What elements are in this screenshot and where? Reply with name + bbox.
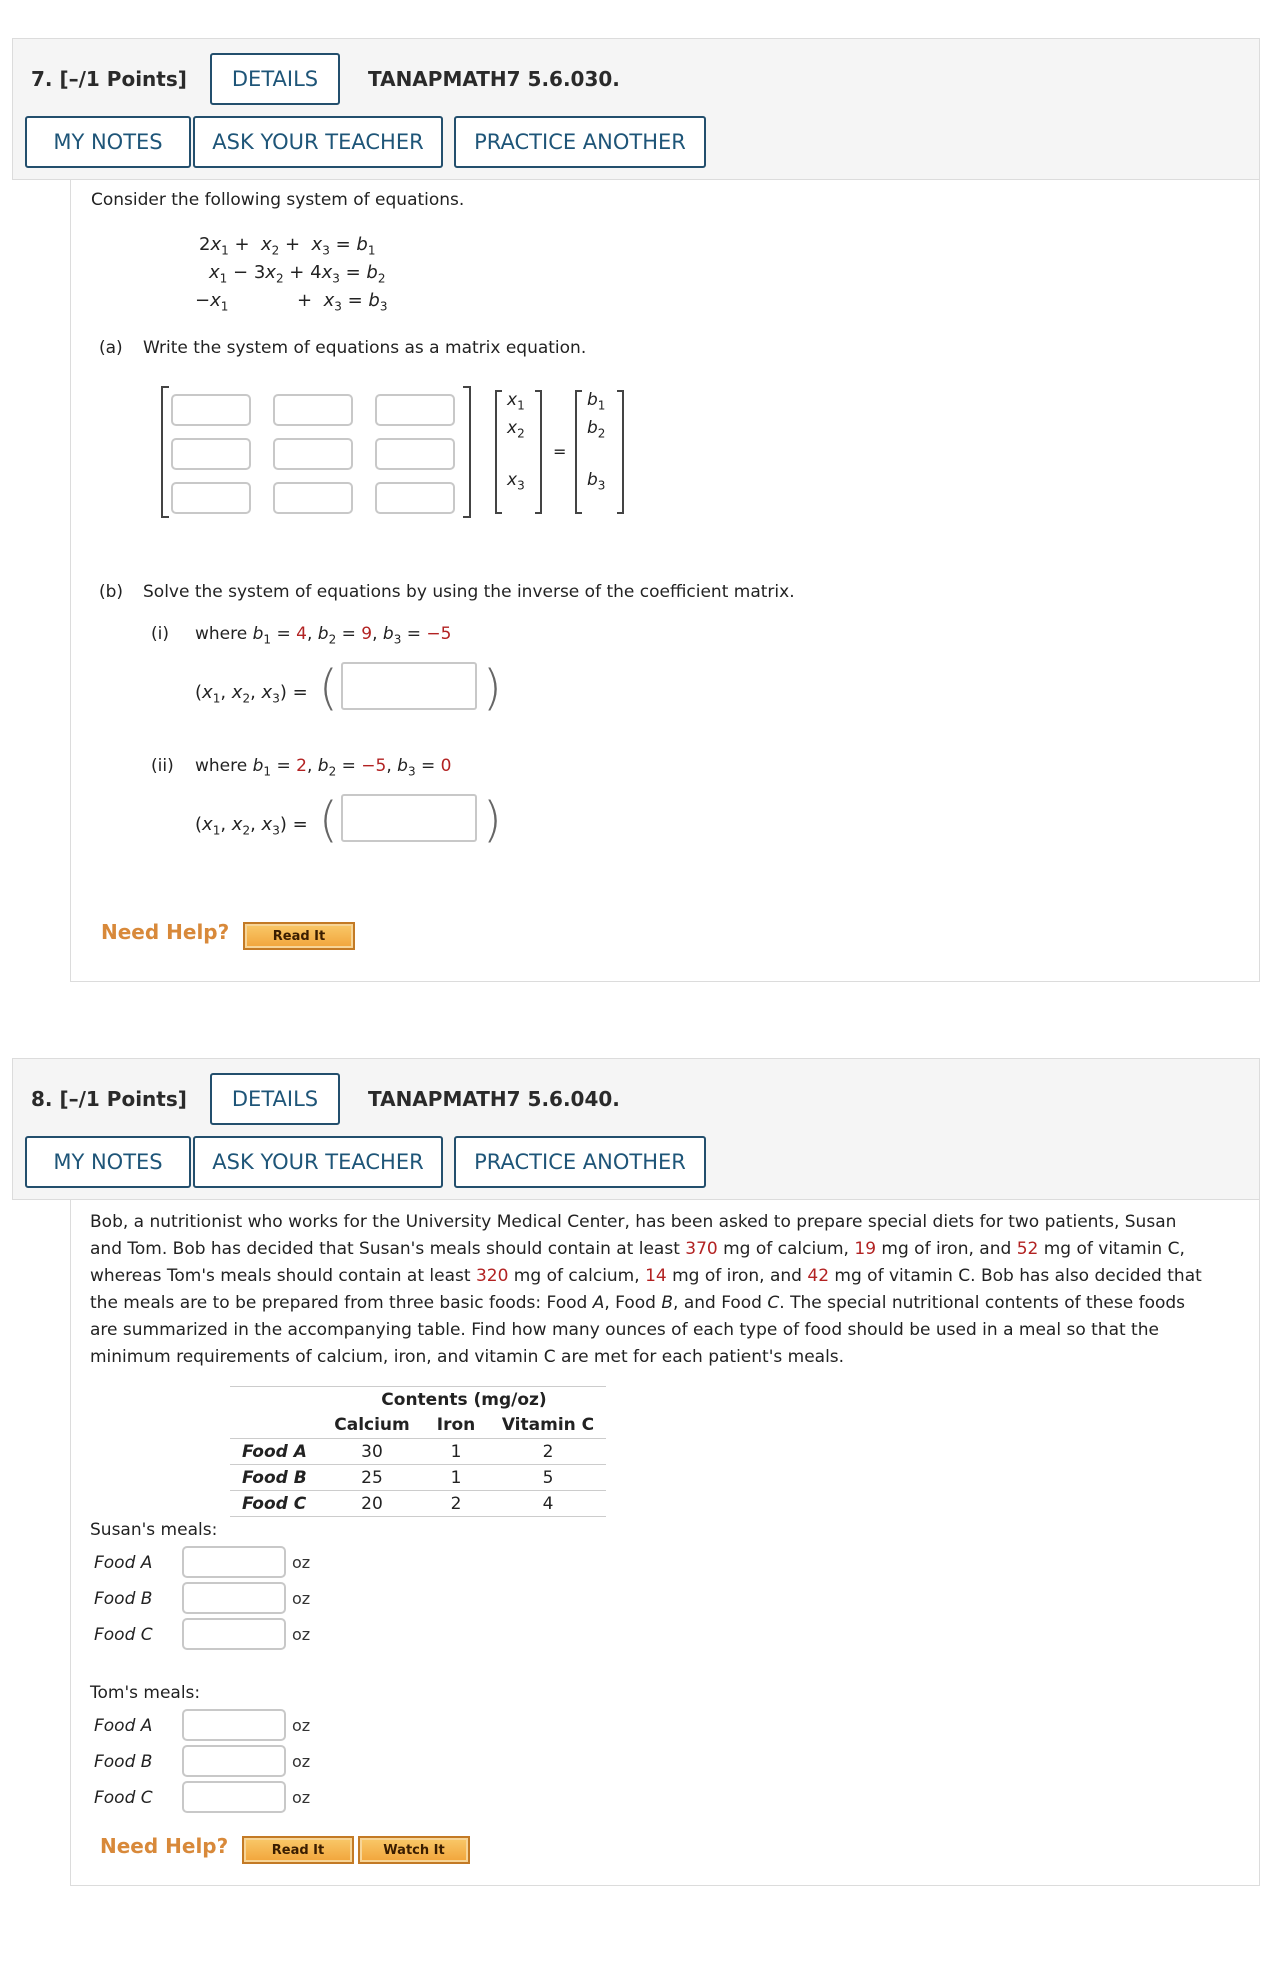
sub-i-close-paren: ) (483, 660, 502, 716)
tom-food-c-label: Food C (94, 1788, 153, 1808)
q7-intro: Consider the following system of equations. (91, 190, 465, 210)
susan-food-a-input[interactable] (182, 1546, 286, 1578)
sub-i-condition: where $b_1 = 4$, $b_2 = 9$, $b_3 = -5$ (195, 624, 452, 647)
susan-food-c-label: Food C (94, 1625, 153, 1645)
cell-a-vitc: 2 (490, 1439, 606, 1465)
sub-i-tuple-label: ($x_1$, $x_2$, $x_3$) = (195, 682, 308, 706)
cell-b-calcium: 25 (322, 1465, 422, 1491)
q8-details-button[interactable]: DETAILS (210, 1073, 340, 1125)
p-d2: , Food (604, 1293, 662, 1313)
sub-ii-b1-value: 2 (296, 756, 307, 776)
equation-1: $2x_1 + x_2 + x_3 = b_1$ (199, 234, 376, 258)
col-header-vitamin-c: Vitamin C (501, 1415, 595, 1436)
sub-ii-b3-value: 0 (440, 756, 452, 776)
part-b-text: Solve the system of equations by using the inverse of the coefficient matrix. (143, 582, 795, 602)
q7-my-notes-button[interactable]: MY NOTES (25, 116, 191, 168)
sub-ii-open-paren: ( (319, 792, 338, 848)
part-a-text: Write the system of equations as a matrix equation. (143, 338, 587, 358)
matrix-a11-input[interactable] (171, 394, 251, 426)
susan-food-c-unit: oz (292, 1625, 311, 1644)
susan-vitc-value: 52 (1016, 1239, 1039, 1259)
tom-vitc-value: 42 (807, 1266, 830, 1286)
sub-ii-answer-input[interactable] (341, 794, 477, 842)
tom-food-a-label: Food A (94, 1716, 153, 1736)
p-c3: mg of iron, and (666, 1266, 808, 1286)
nutrition-table (230, 1386, 606, 1517)
x1-entry: $x_1$ (507, 390, 525, 413)
p-c1: whereas Tom's meals should contain at least (90, 1266, 476, 1286)
cell-b-iron: 1 (422, 1465, 490, 1491)
q7-body (70, 180, 1260, 982)
susan-calcium-value: 370 (685, 1239, 718, 1259)
q8-header (12, 1058, 1260, 1200)
p-d4: . The special nutritional contents of these foods (779, 1293, 1186, 1313)
tom-food-a-input[interactable] (182, 1709, 286, 1741)
sub-ii-close-paren: ) (483, 792, 502, 848)
b1-entry: $b_1$ (587, 390, 606, 413)
tom-food-b-input[interactable] (182, 1745, 286, 1777)
p-b4: mg of vitamin C, (1038, 1239, 1185, 1259)
susan-food-a-unit: oz (292, 1553, 311, 1572)
q8-paragraph-line-6: minimum requirements of calcium, iron, and vitamin C are met for each patient's meals. (90, 1347, 845, 1367)
susan-iron-value: 19 (854, 1239, 877, 1259)
q7-practice-another-button[interactable]: PRACTICE ANOTHER (454, 116, 706, 168)
b-vector-right-bracket (617, 390, 624, 514)
q7-ask-teacher-button[interactable]: ASK YOUR TEACHER (193, 116, 443, 168)
sub-i-label: (i) (151, 624, 169, 644)
b-vector-left-bracket (575, 390, 582, 514)
q8-read-it-button[interactable]: Read It (242, 1836, 354, 1864)
q7-details-button[interactable]: DETAILS (210, 53, 340, 105)
x-vector-left-bracket (495, 390, 502, 514)
part-a-label: (a) (99, 338, 123, 358)
q8-paragraph-line-2 (90, 1239, 1185, 1259)
equation-3: $-x_1$ + $x_3 = b_3$ (195, 290, 388, 314)
table-row (230, 1439, 606, 1465)
row-label-food-b: Food B (230, 1465, 322, 1491)
matrix-right-bracket (463, 386, 471, 518)
table-corner-2 (230, 1413, 322, 1439)
cell-b-vitc: 5 (490, 1465, 606, 1491)
x-vector-right-bracket (535, 390, 542, 514)
q8-paragraph-line-4: the meals are to be prepared from three basic foods: Food A, Food B, and Food C. The special nutritional contents of these foods (90, 1293, 1186, 1313)
matrix-a23-input[interactable] (375, 438, 455, 470)
tom-calcium-value: 320 (475, 1266, 509, 1286)
equation-2: $x_1 - 3x_2 + 4x_3 = b_2$ (209, 262, 386, 286)
q8-watch-it-button[interactable]: Watch It (358, 1836, 470, 1864)
q7-title: 7. [–/1 Points] (31, 67, 187, 91)
x3-entry: $x_3$ (507, 470, 525, 493)
sub-i-b1-value: 4 (296, 624, 307, 644)
p-c4: mg of vitamin C. Bob has also decided that (829, 1266, 1202, 1286)
sub-i-b2-value: 9 (361, 624, 373, 644)
q8-paragraph-line-5: are summarized in the accompanying table. Find how many ounces of each type of food should be used in a meal so that the (90, 1320, 1159, 1340)
b3-entry: $b_3$ (587, 470, 606, 493)
col-header-calcium: Calcium (334, 1415, 410, 1436)
sub-i-b3-value: −5 (426, 624, 452, 644)
matrix-a33-input[interactable] (375, 482, 455, 514)
matrix-left-bracket (161, 386, 169, 518)
q8-code: TANAPMATH7 5.6.040. (368, 1087, 620, 1111)
table-group-header: Contents (mg/oz) (322, 1387, 606, 1413)
cell-c-iron: 2 (422, 1491, 490, 1517)
cell-c-calcium: 20 (322, 1491, 422, 1517)
tom-meals-label: Tom's meals: (90, 1683, 201, 1703)
q8-paragraph-line-3 (90, 1266, 1202, 1286)
sub-i-answer-input[interactable] (341, 662, 477, 710)
row-label-food-c: Food C (230, 1491, 322, 1517)
matrix-a12-input[interactable] (273, 394, 353, 426)
table-corner (230, 1387, 322, 1413)
col-header-iron: Iron (436, 1415, 476, 1436)
x2-entry: $x_2$ (507, 418, 525, 441)
tom-iron-value: 14 (645, 1266, 667, 1286)
p-c2: mg of calcium, (508, 1266, 646, 1286)
sub-ii-tuple-label: ($x_1$, $x_2$, $x_3$) = (195, 814, 308, 838)
q8-title: 8. [–/1 Points] (31, 1087, 187, 1111)
cell-a-iron: 1 (422, 1439, 490, 1465)
q7-code: TANAPMATH7 5.6.030. (368, 67, 620, 91)
q7-header (12, 38, 1260, 180)
q8-ask-teacher-button[interactable]: ASK YOUR TEACHER (193, 1136, 443, 1188)
p-d1: the meals are to be prepared from three basic foods: Food (90, 1293, 593, 1313)
susan-food-b-label: Food B (94, 1589, 153, 1609)
matrix-a13-input[interactable] (375, 394, 455, 426)
q8-need-help: Need Help? (100, 1834, 229, 1858)
q8-paragraph-line-1: Bob, a nutritionist who works for the University Medical Center, has been asked to prepare special diets for two patients, Susan (90, 1212, 1177, 1232)
susan-food-a-label: Food A (94, 1553, 153, 1573)
susan-meals-label: Susan's meals: (90, 1520, 218, 1540)
matrix-a32-input[interactable] (273, 482, 353, 514)
part-b-label: (b) (99, 582, 124, 602)
cell-a-calcium: 30 (322, 1439, 422, 1465)
row-label-food-a: Food A (230, 1439, 322, 1465)
p-d3: , and Food (673, 1293, 768, 1313)
sub-ii-label: (ii) (151, 756, 174, 776)
tom-food-b-label: Food B (94, 1752, 153, 1772)
matrix-a21-input[interactable] (171, 438, 251, 470)
p-b2: mg of calcium, (717, 1239, 855, 1259)
sub-i-open-paren: ( (319, 660, 338, 716)
tom-food-a-unit: oz (292, 1716, 311, 1735)
tom-food-c-unit: oz (292, 1788, 311, 1807)
matrix-equals-sign: = (553, 442, 567, 461)
cell-c-vitc: 4 (490, 1491, 606, 1517)
sub-ii-condition: where $b_1 = 2$, $b_2 = -5$, $b_3 = 0$ (195, 756, 452, 779)
p-b1: and Tom. Bob has decided that Susan's meals should contain at least (90, 1239, 686, 1259)
susan-food-b-input[interactable] (182, 1582, 286, 1614)
p-b3: mg of iron, and (876, 1239, 1017, 1259)
susan-food-c-input[interactable] (182, 1618, 286, 1650)
table-row (230, 1491, 606, 1517)
matrix-a31-input[interactable] (171, 482, 251, 514)
susan-food-b-unit: oz (292, 1589, 311, 1608)
sub-ii-b2-value: −5 (361, 756, 387, 776)
table-row (230, 1465, 606, 1491)
q8-my-notes-button[interactable]: MY NOTES (25, 1136, 191, 1188)
tom-food-c-input[interactable] (182, 1781, 286, 1813)
q8-practice-another-button[interactable]: PRACTICE ANOTHER (454, 1136, 706, 1188)
matrix-a22-input[interactable] (273, 438, 353, 470)
tom-food-b-unit: oz (292, 1752, 311, 1771)
q7-read-it-button[interactable]: Read It (243, 922, 355, 950)
b2-entry: $b_2$ (587, 418, 606, 441)
q7-need-help: Need Help? (101, 920, 230, 944)
